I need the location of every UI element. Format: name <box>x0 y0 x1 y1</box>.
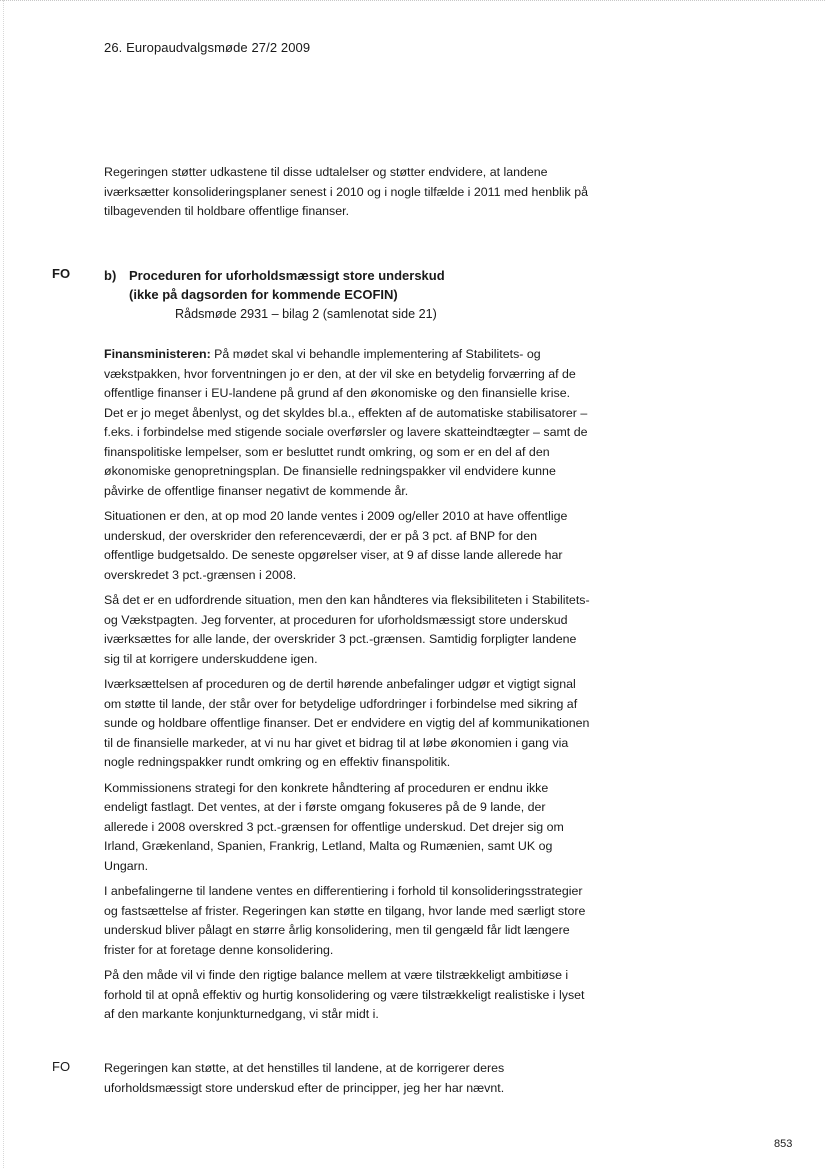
margin-mark-fo-closing: FO <box>52 1059 71 1074</box>
margin-mark-fo: FO <box>52 266 71 281</box>
intro-paragraph <box>104 163 590 228</box>
paragraph-7: På den måde vil vi finde den rigtige balance mellem at være tilstrækkeligt ambitiøse i forhold til at opnå effektiv og hurtig konsolidering og være tilstrækkeligt realistiske i lyset af den markante konjunkturnedgang, vi står midt i. <box>104 968 585 1021</box>
paragraph-4: Iværksættelsen af proceduren og de dertil hørende anbefalinger udgør et vigtigt signal om støtte til lande, der står over for betydelige udfordringer i forbindelse med sikring af sunde og holdbare offentlige finanser. Det er endvidere en vigtig del af kommunikationen til de finansielle markeder, at vi nu har givet et bidrag til at løbe økonomien i gang via nogle redningspakker rundt omkring og en effektiv finanspolitik. <box>104 677 590 769</box>
intro-text: Regeringen støtter udkastene til disse udtalelser og støtter endvidere, at landene iværksætter konsolideringsplaner senest i 2010 og i nogle tilfælde i 2011 med henblik på tilbagevenden til holdbare offentlige finanser. <box>104 165 588 218</box>
section-heading <box>104 266 524 324</box>
section-subtitle: Rådsmøde 2931 – bilag 2 (samlenotat side 21) <box>175 307 437 321</box>
page-number: 853 <box>774 1138 793 1150</box>
paragraph-1 <box>104 345 590 501</box>
speaker-label: Finansministeren: <box>104 347 211 361</box>
page-header: 26. Europaudvalgsmøde 27/2 2009 <box>104 40 311 55</box>
paragraph-5: Kommissionens strategi for den konkrete håndtering af proceduren er endnu ikke endeligt fastlagt. Det ventes, at der i første omgang fokuseres på de 9 lande, der allerede i 2008 overskred 3 pct.-grænsen for offentlige underskud. Det drejer sig om Irland, Grækenland, Spanien, Frankrig, Letland, Malta og Rumænien, samt UK og Ungarn. <box>104 780 564 873</box>
closing-text: Regeringen kan støtte, at det henstilles til landene, at de korrigerer deres uforholdsmæssigt store underskud efter de principper, jeg her har nævnt. <box>104 1061 505 1095</box>
paragraph-3: Så det er en udfordrende situation, men den kan håndteres via fleksibiliteten i Stabilitets- og Vækstpagten. Jeg forventer, at proceduren for uforholdsmæssigt store underskud iværksættes for alle lande, der overskrider 3 pct.-grænsen. Samtidig forpligter landene sig til at korrigere underskuddene igen. <box>104 593 590 666</box>
main-body <box>104 345 590 1031</box>
section-title-line1: Proceduren for uforholdsmæssigt store underskud <box>129 268 445 283</box>
scan-border-left <box>3 0 5 1168</box>
paragraph-2: Situationen er den, at op mod 20 lande ventes i 2009 og/eller 2010 at have offentlige underskud, der overskrider den referenceværdi, der er på 3 pct. af BNP for den offentlige budgetsaldo. De seneste opgørelser viser, at 9 af disse lande allerede har overskredet 3 pct.-grænsen i 2008. <box>104 509 568 582</box>
scan-border-top <box>0 0 825 3</box>
closing-paragraph <box>104 1059 590 1104</box>
section-title-line2: (ikke på dagsorden for kommende ECOFIN) <box>129 287 398 302</box>
paragraph-1-text: På mødet skal vi behandle implementering af Stabilitets- og vækstpakken, hvor forventningen jo er den, at der vil ske en betydelig forværring af de offentlige finanser i EU-landene på grund af den økonomiske og den finansielle krise. Det er jo meget åbenlyst, og det skyldes bl.a., effekten af de automatiske stabilisatorer – f.eks. i forbindelse med stigende sociale overførsler og lavere skatteindtægter – samt de finanspolitiske lempelser, som er besluttet rundt omkring, og som er en del af den økonomiske genopretningsplan. De finansielle redningspakker vil endvidere kunne påvirke de offentlige finanser negativt de kommende år. <box>104 347 588 498</box>
section-label: b) <box>104 268 117 283</box>
paragraph-6: I anbefalingerne til landene ventes en differentiering i forhold til konsolideringsstrategier og fastsættelse af frister. Regeringen kan støtte en tilgang, hvor lande med særligt store underskud bliver pålagt en større årlig konsolidering, men til gengæld får lidt længere frister for at foretage denne konsolidering. <box>104 884 586 957</box>
